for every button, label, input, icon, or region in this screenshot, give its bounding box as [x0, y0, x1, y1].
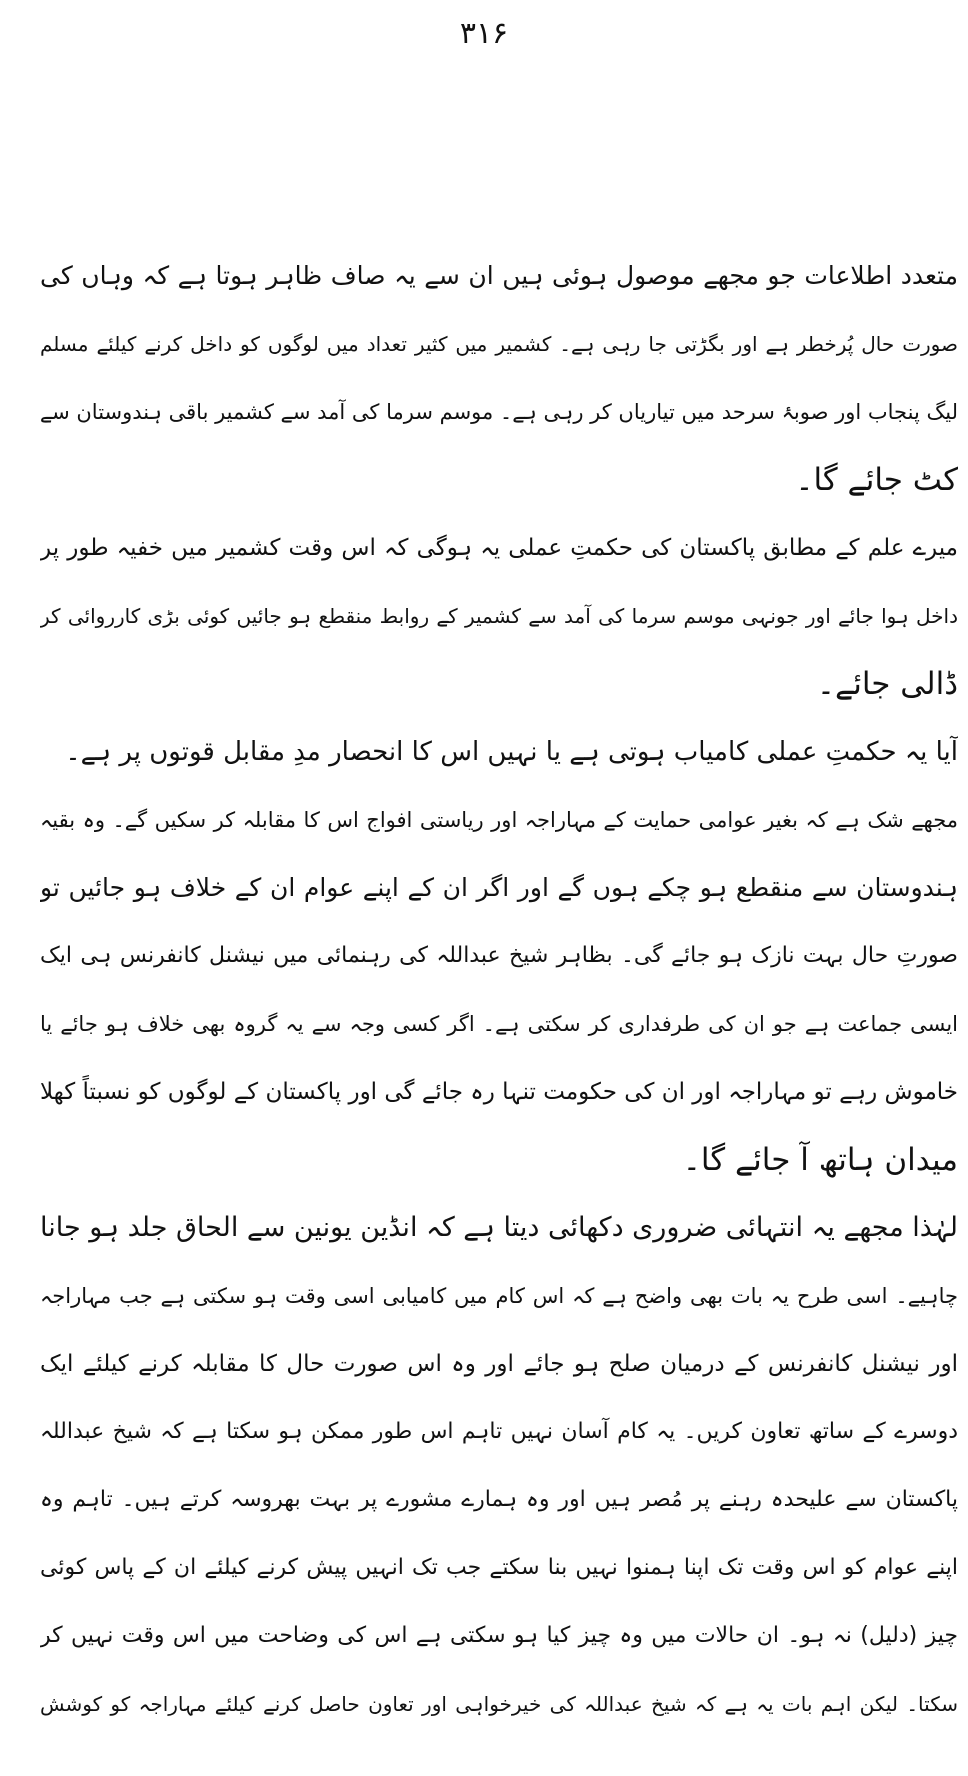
text-line: میدان ہاتھ آ جائے گا۔ [682, 1142, 958, 1178]
text-line: خاموش رہے تو مہاراجہ اور ان کی حکومت تنہا رہ جائے گی اور پاکستان کے لوگوں کو نسبتاً کھلا [40, 1079, 958, 1105]
text-line: چاہیے۔ اسی طرح یہ بات بھی واضح ہے کہ اس کام میں کامیابی اسی وقت ہو سکتی ہے جب مہاراجہ [40, 1284, 958, 1308]
text-line: پاکستان سے علیحدہ رہنے پر مُصر ہیں اور وہ ہمارے مشورے پر بہت بھروسہ کرتے ہیں۔ تاہم وہ [40, 1487, 958, 1512]
text-line: لیگ پنجاب اور صوبۂ سرحد میں تیاریاں کر رہی ہے۔ موسم سرما کی آمد سے کشمیر باقی ہندوستان سے [40, 400, 958, 424]
text-line: ہندوستان سے منقطع ہو چکے ہوں گے اور اگر ان کے اپنے عوام ان کے خلاف ہو جائیں تو [40, 873, 958, 902]
text-line: آیا یہ حکمتِ عملی کامیاب ہوتی ہے یا نہیں اس کا انحصار مدِ مقابل قوتوں پر ہے۔ [65, 737, 958, 767]
text-line: کٹ جائے گا۔ [795, 462, 958, 498]
text-line: متعدد اطلاعات جو مجھے موصول ہوئی ہیں ان سے یہ صاف ظاہر ہوتا ہے کہ وہاں کی [40, 261, 958, 290]
text-line: اپنے عوام کو اس وقت تک اپنا ہمنوا نہیں بنا سکتے جب تک انہیں پیش کرنے کیلئے ان کے پاس کوئی [40, 1555, 958, 1580]
text-line: دوسرے کے ساتھ تعاون کریں۔ یہ کام آسان نہیں تاہم اس طور ممکن ہو سکتا ہے کہ شیخ عبداللہ [40, 1419, 958, 1444]
text-line: اور نیشنل کانفرنس کے درمیان صلح ہو جائے اور وہ اس صورت حال کا مقابلہ کرنے کیلئے ایک [40, 1351, 958, 1377]
text-line: صورت حال پُرخطر ہے اور بگڑتی جا رہی ہے۔ کشمیر میں کثیر تعداد میں لوگوں کو داخل کرنے کیلئے مسلم [40, 332, 958, 356]
page-number: ۳۱۶ [459, 16, 509, 51]
body-text [40, 242, 958, 1762]
text-line: سکتا۔ لیکن اہم بات یہ ہے کہ شیخ عبداللہ کی خیرخواہی اور تعاون حاصل کرنے کیلئے مہاراجہ کو کوشش [40, 1692, 958, 1716]
text-line: مجھے شک ہے کہ بغیر عوامی حمایت کے مہاراجہ اور ریاستی افواج اس کا مقابلہ کر سکیں گے۔ وہ بقیہ [40, 808, 958, 832]
text-line: داخل ہوا جائے اور جونہی موسم سرما کی آمد سے کشمیر کے روابط منقطع ہو جائیں کوئی بڑی کارروائی کر [40, 604, 958, 628]
text-line: ایسی جماعت ہے جو ان کی طرفداری کر سکتی ہے۔ اگر کسی وجہ سے یہ گروہ بھی خلاف ہو جائے یا [40, 1012, 958, 1036]
text-line: چیز (دلیل) نہ ہو۔ ان حالات میں وہ چیز کیا ہو سکتی ہے اس کی وضاحت میں اس وقت نہیں کر [40, 1623, 958, 1648]
text-line: صورتِ حال بہت نازک ہو جائے گی۔ بظاہر شیخ عبداللہ کی رہنمائی میں نیشنل کانفرنس ہی ایک [40, 943, 958, 968]
text-line: ڈالی جائے۔ [816, 666, 958, 702]
text-line: لہٰذا مجھے یہ انتہائی ضروری دکھائی دیتا ہے کہ انڈین یونین سے الحاق جلد ہو جانا [40, 1212, 958, 1243]
text-line: میرے علم کے مطابق پاکستان کی حکمتِ عملی یہ ہوگی کہ اس وقت کشمیر میں خفیہ طور پر [40, 535, 958, 561]
